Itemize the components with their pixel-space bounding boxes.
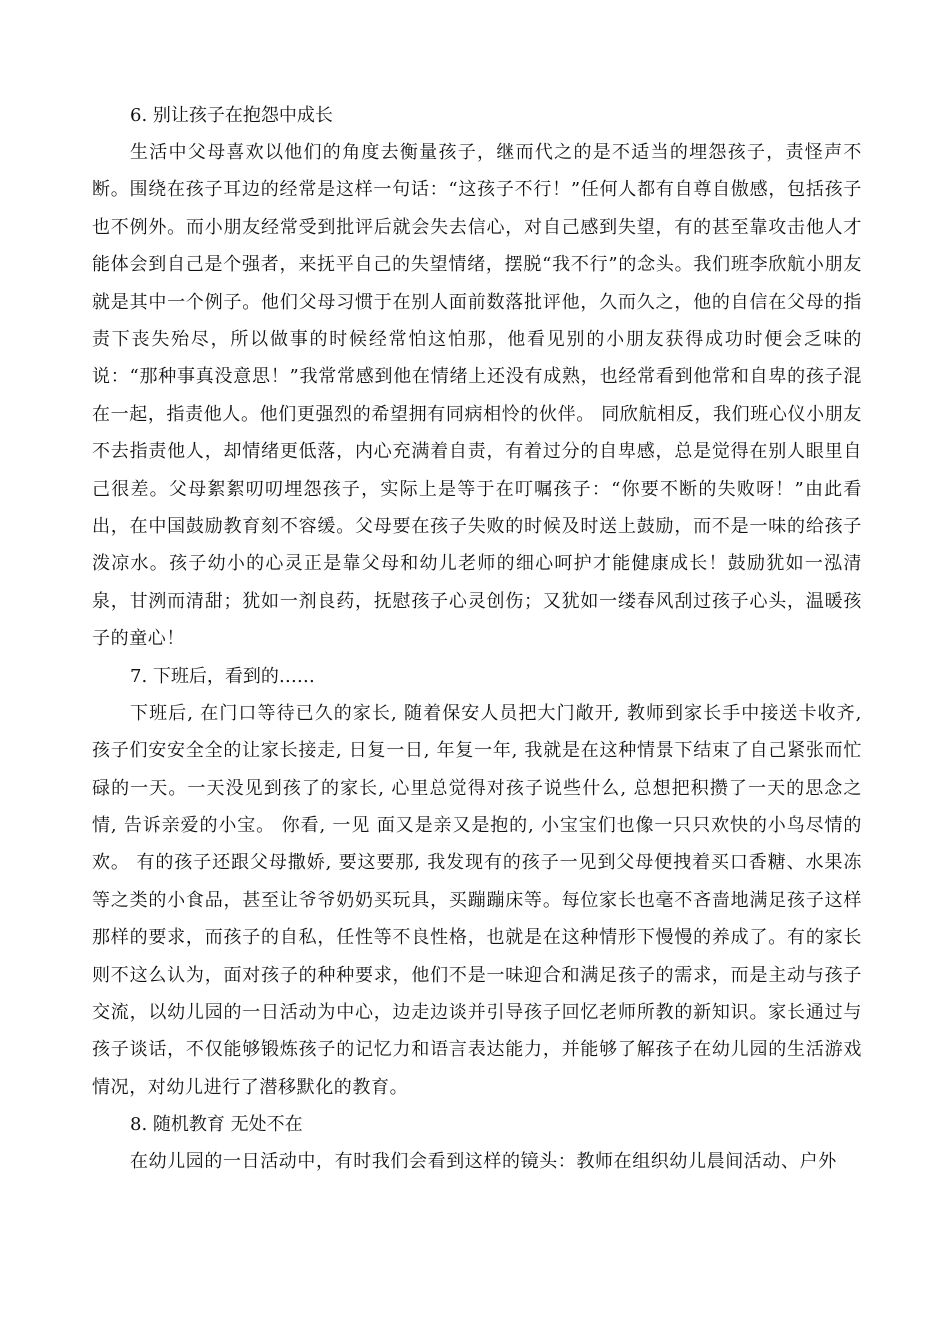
section-8-paragraph: 在幼儿园的一日活动中，有时我们会看到这样的镜头：教师在组织幼儿晨间活动、户外 [130,1151,837,1173]
section-6-heading: 6. 别让孩子在抱怨中成长 [130,105,333,126]
section-7-heading: 7. 下班后，看到的…… [130,665,315,687]
section-7-paragraph: 下班后, 在门口等待已久的家长, 随着保安人员把大门敞开, 教师到家长手中接送卡收齐, 孩子们安安全全的让家长接走, 日复一日, 年复一年, 我就是在这种情景下结束了自己紧张而忙碌的一天。一天没见到孩了的家长, 心里总觉得对孩子说些什么, 总想把积攒了一天的思念之情, 告诉亲爱的小宝。 你看, 一见 面又是亲又是抱的, 小宝宝们也像一只只欢快的小鸟尽情的欢。 有的孩子还跟父母撒娇, 要这要那, 我发现有的孩子一见到父母便拽着买口香糖、水果冻等之类的小食品，甚至让爷爷奶奶买玩具，买蹦蹦床等。每位家长也毫不吝啬地满足孩子这样那样的要求，而孩子的自私，任性等不良性格，也就是在这种情形下慢慢的养成了。有的家长则不这么认为，面对孩子的种种要求，他们不是一味迎合和满足孩子的需求，而是主动与孩子交流，以幼儿园的一日活动为中心，边走边谈并引导孩子回忆老师所教的新知识。家长通过与孩子谈话，不仅能够锻炼孩子的记忆力和语言表达能力，并能够了解孩子在幼儿园的生活游戏情况，对幼儿进行了潜移默化的教育。 [92,702,862,1098]
document-body [92,97,862,1181]
section-6-paragraph: 生活中父母喜欢以他们的角度去衡量孩子，继而代之的是不适当的埋怨孩子，责怪声不断。围绕在孩子耳边的经常是这样一句话：“这孩子不行！”任何人都有自尊自傲感，包括孩子也不例外。而小朋友经常受到批评后就会失去信心，对自己感到失望，有的甚至靠攻击他人才能体会到自己是个强者，来抚平自己的失望情绪，摆脱“我不行”的念头。我们班李欣航小朋友就是其中一个例子。他们父母习惯于在别人面前数落批评他，久而久之，他的自信在父母的指责下丧失殆尽，所以做事的时候经常怕这怕那，他看见别的小朋友获得成功时便会乏味的说：“那种事真没意思！”我常常感到他在情绪上还没有成熟，也经常看到他常和自卑的孩子混在一起，指责他人。他们更强烈的希望拥有同病相怜的伙伴。 同欣航相反，我们班心仪小朋友不去指责他人，却情绪更低落，内心充满着自责，有着过分的自卑感，总是觉得在别人眼里自己很差。父母絮絮叨叨埋怨孩子，实际上是等于在叮嘱孩子：“你要不断的失败呀！”由此看出，在中国鼓励教育刻不容缓。父母要在孩子失败的时候及时送上鼓励，而不是一味的给孩子泼凉水。孩子幼小的心灵正是靠父母和幼儿老师的细心呵护才能健康成长！鼓励犹如一泓清泉，甘洌而清甜；犹如一剂良药，抚慰孩子心灵创伤；又犹如一缕春风刮过孩子心头，温暖孩子的童心！ [92,142,862,650]
section-8-heading: 8. 随机教育 无处不在 [130,1114,303,1136]
